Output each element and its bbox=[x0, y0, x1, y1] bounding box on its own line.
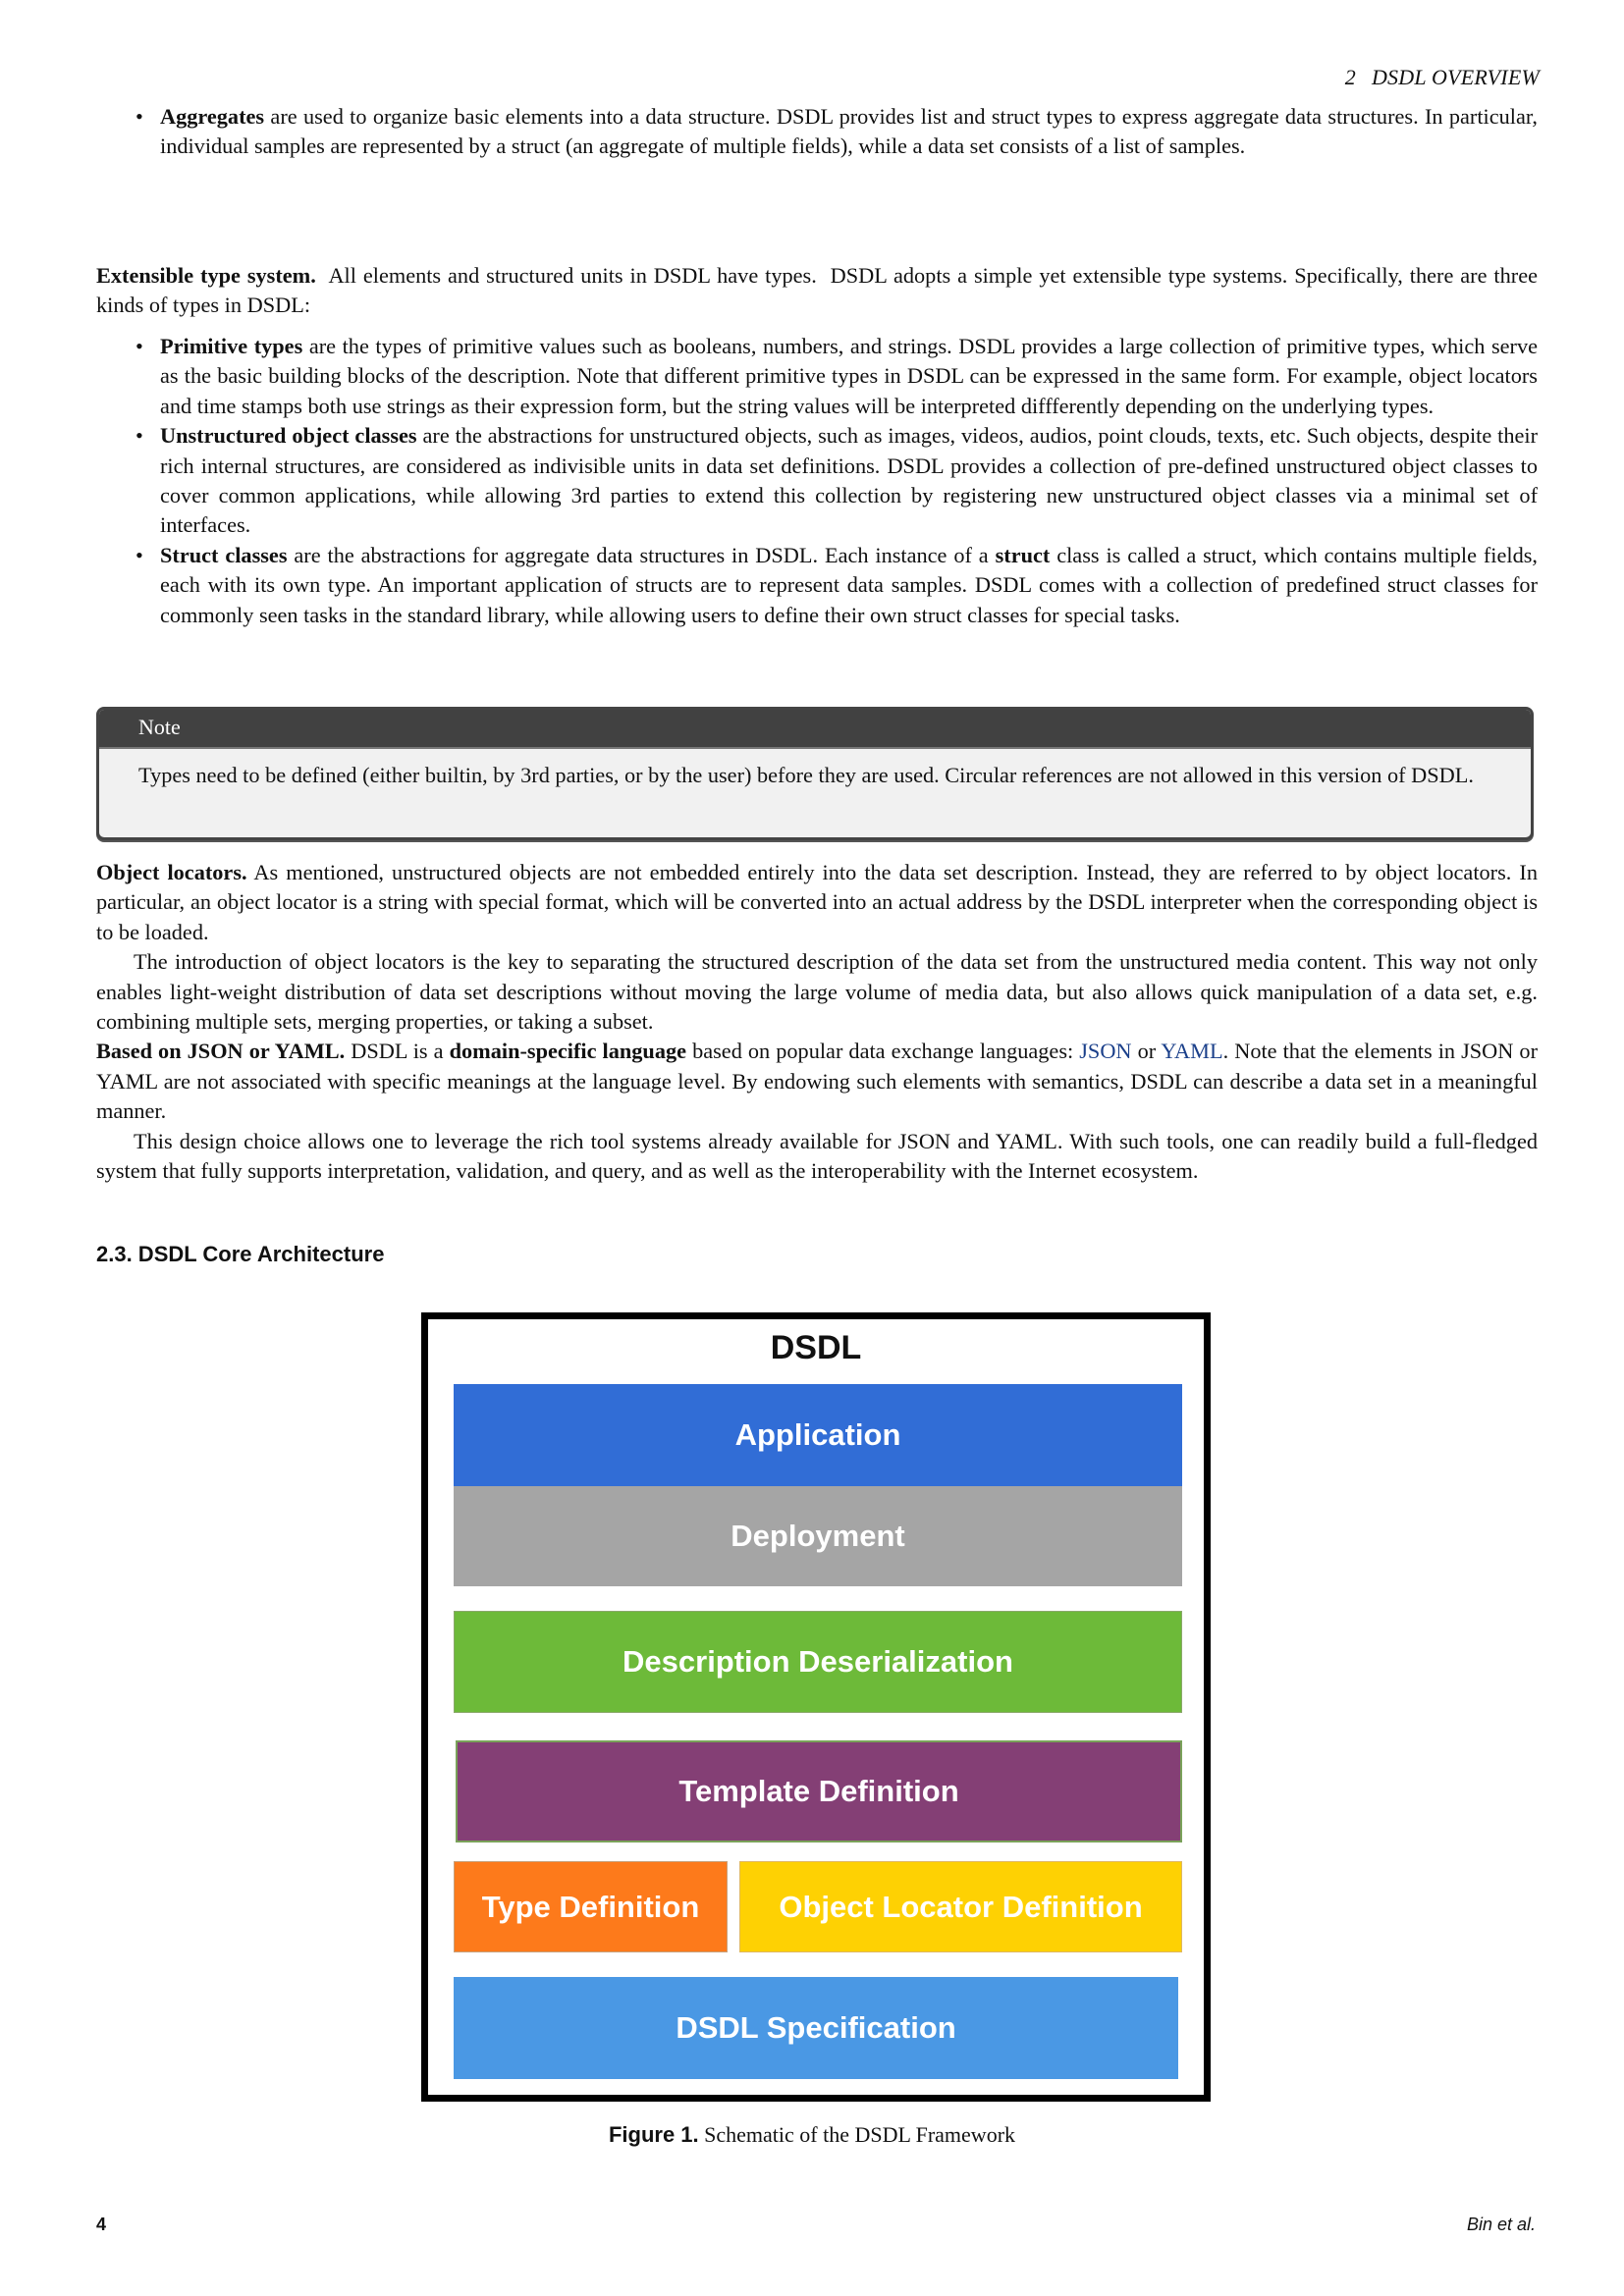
paragraph-text: As mentioned, unstructured objects are not embedded entirely into the data set description. Instead, they are referred to by object locators. In particular, an object locator is a string with special format, which will be converted into an actual address by the DSDL interpreter when the corresponding object is to be loaded. bbox=[96, 860, 1538, 944]
object-locators-paragraph-2: The introduction of object locators is the key to separating the structured description of the data set from the unstructured media content. This way not only enables light-weight distribution of data set descriptions without moving the large volume of media data, but also allows quick manipulation of a data set, e.g. combining multiple sets, merging properties, or taking a subset. bbox=[96, 949, 1538, 1035]
note-text: Types need to be defined (either builtin, by 3rd parties, or by the user) before they are used. Circular references are not allowed in this version of DSDL. bbox=[138, 763, 1474, 787]
list-item-aggregates bbox=[96, 102, 1538, 162]
bullet-icon: • bbox=[135, 104, 143, 129]
section-number: 2 bbox=[1344, 65, 1356, 89]
term-domain-specific-language: domain-specific language bbox=[449, 1039, 687, 1064]
section-title: DSDL OVERVIEW bbox=[1371, 65, 1540, 89]
list-item-unstructured-object-classes bbox=[96, 421, 1538, 541]
term-aggregates: Aggregates bbox=[160, 104, 265, 129]
figure-caption-text: Schematic of the DSDL Framework bbox=[698, 2122, 1016, 2147]
bullet-icon: • bbox=[135, 423, 143, 449]
figure-title: DSDL bbox=[770, 1329, 862, 1366]
item-text: are the types of primitive values such as booleans, numbers, and strings. DSDL provides a large collection of primitive types, which serve as the basic building blocks of the description. Note that different primitive types in DSDL can be expressed in the same form. For example, object locators and time stamps both use strings as their expression form, but the string values will be interpreted diffferently depending on the underlying types. bbox=[160, 334, 1538, 418]
term-unstructured-object-classes: Unstructured object classes bbox=[160, 423, 417, 449]
term-struct: struct bbox=[995, 542, 1051, 567]
type-kinds-list bbox=[96, 332, 1538, 630]
paragraph-text: based on popular data exchange languages: bbox=[686, 1039, 1080, 1064]
layer-application: Application bbox=[454, 1384, 1182, 1486]
section-heading: 2.3. DSDL Core Architecture bbox=[96, 1242, 385, 1266]
layer-description-deserialization: Description Deserialization bbox=[454, 1611, 1182, 1713]
layer-deployment: Deployment bbox=[454, 1486, 1182, 1586]
json-yaml-paragraph bbox=[96, 1037, 1538, 1126]
list-item-struct-classes bbox=[96, 541, 1538, 630]
object-locators-section bbox=[96, 858, 1538, 1186]
running-header bbox=[1345, 65, 1540, 90]
type-system-paragraph bbox=[96, 261, 1543, 321]
paragraph-heading: Object locators. bbox=[96, 860, 247, 884]
item-text: class is called a struct, which contains multiple fields, each with its own type. An important application of structs are to represent data samples. DSDL comes with a collection of predefined struct classes for commonly seen tasks in the standard library, while allowing users to define their own struct classes for special tasks. bbox=[160, 542, 1538, 627]
layer-type-definition: Type Definition bbox=[454, 1861, 728, 1952]
list-item-primitive-types bbox=[96, 332, 1538, 421]
yaml-link[interactable]: YAML bbox=[1161, 1039, 1223, 1064]
json-yaml-paragraph-2: This design choice allows one to leverage the rich tool systems already available for JSON and YAML. With such tools, one can readily build a full-fledged system that fully supports interpretation, validation, and query, and as well as the interoperability with the Internet ecosystem. bbox=[96, 1128, 1538, 1184]
layer-object-locator-definition: Object Locator Definition bbox=[739, 1861, 1182, 1952]
page-number: 4 bbox=[96, 2215, 107, 2234]
dsdl-architecture-figure bbox=[421, 1312, 1211, 2102]
figure-caption-label: Figure 1. bbox=[608, 2122, 699, 2147]
layer-dsdl-specification: DSDL Specification bbox=[454, 1977, 1178, 2079]
note-box bbox=[96, 707, 1534, 840]
bullet-icon: • bbox=[135, 542, 143, 567]
aggregates-list bbox=[96, 102, 1538, 162]
note-title: Note bbox=[99, 710, 1531, 749]
term-struct-classes: Struct classes bbox=[160, 542, 288, 567]
json-link[interactable]: JSON bbox=[1079, 1039, 1132, 1064]
item-text: are used to organize basic elements into a data structure. DSDL provides list and struct types to express aggregate data structures. In particular, individual samples are represented by a struct (an aggregate of multiple fields), while a data set consists of a list of samples. bbox=[160, 104, 1538, 159]
figure-caption bbox=[0, 2122, 1624, 2148]
footer-authors: Bin et al. bbox=[1466, 2215, 1536, 2234]
paragraph-text: or bbox=[1131, 1039, 1162, 1064]
term-primitive-types: Primitive types bbox=[160, 334, 303, 358]
paragraph-text: . Note that the elements in JSON or YAML are not associated with specific meanings at the language level. By endowing such elements with semantics, DSDL can describe a data set in a meaningful manner. bbox=[96, 1039, 1539, 1124]
paragraph-text: All elements and structured units in DSDL have types. DSDL adopts a simple yet extensible type systems. Specifically, there are three kinds of types in DSDL: bbox=[96, 263, 1543, 318]
bullet-icon: • bbox=[135, 334, 143, 358]
object-locators-paragraph bbox=[96, 858, 1538, 947]
paragraph-heading: Based on JSON or YAML. bbox=[96, 1039, 346, 1064]
item-text: are the abstractions for unstructured objects, such as images, videos, audios, point clouds, texts, etc. Such objects, despite their rich internal structures, are considered as indivisible units in data set definitions. DSDL provides a collection of pre-defined unstructured object classes to cover common applications, while allowing 3rd parties to extend this collection by registering new unstructured object classes via a minimal set of interfaces. bbox=[160, 423, 1539, 538]
paragraph-text: DSDL is a bbox=[345, 1039, 450, 1064]
layer-template-definition: Template Definition bbox=[456, 1740, 1182, 1842]
item-text: are the abstractions for aggregate data structures in DSDL. Each instance of a bbox=[287, 542, 996, 567]
paragraph-heading: Extensible type system. bbox=[96, 263, 316, 288]
